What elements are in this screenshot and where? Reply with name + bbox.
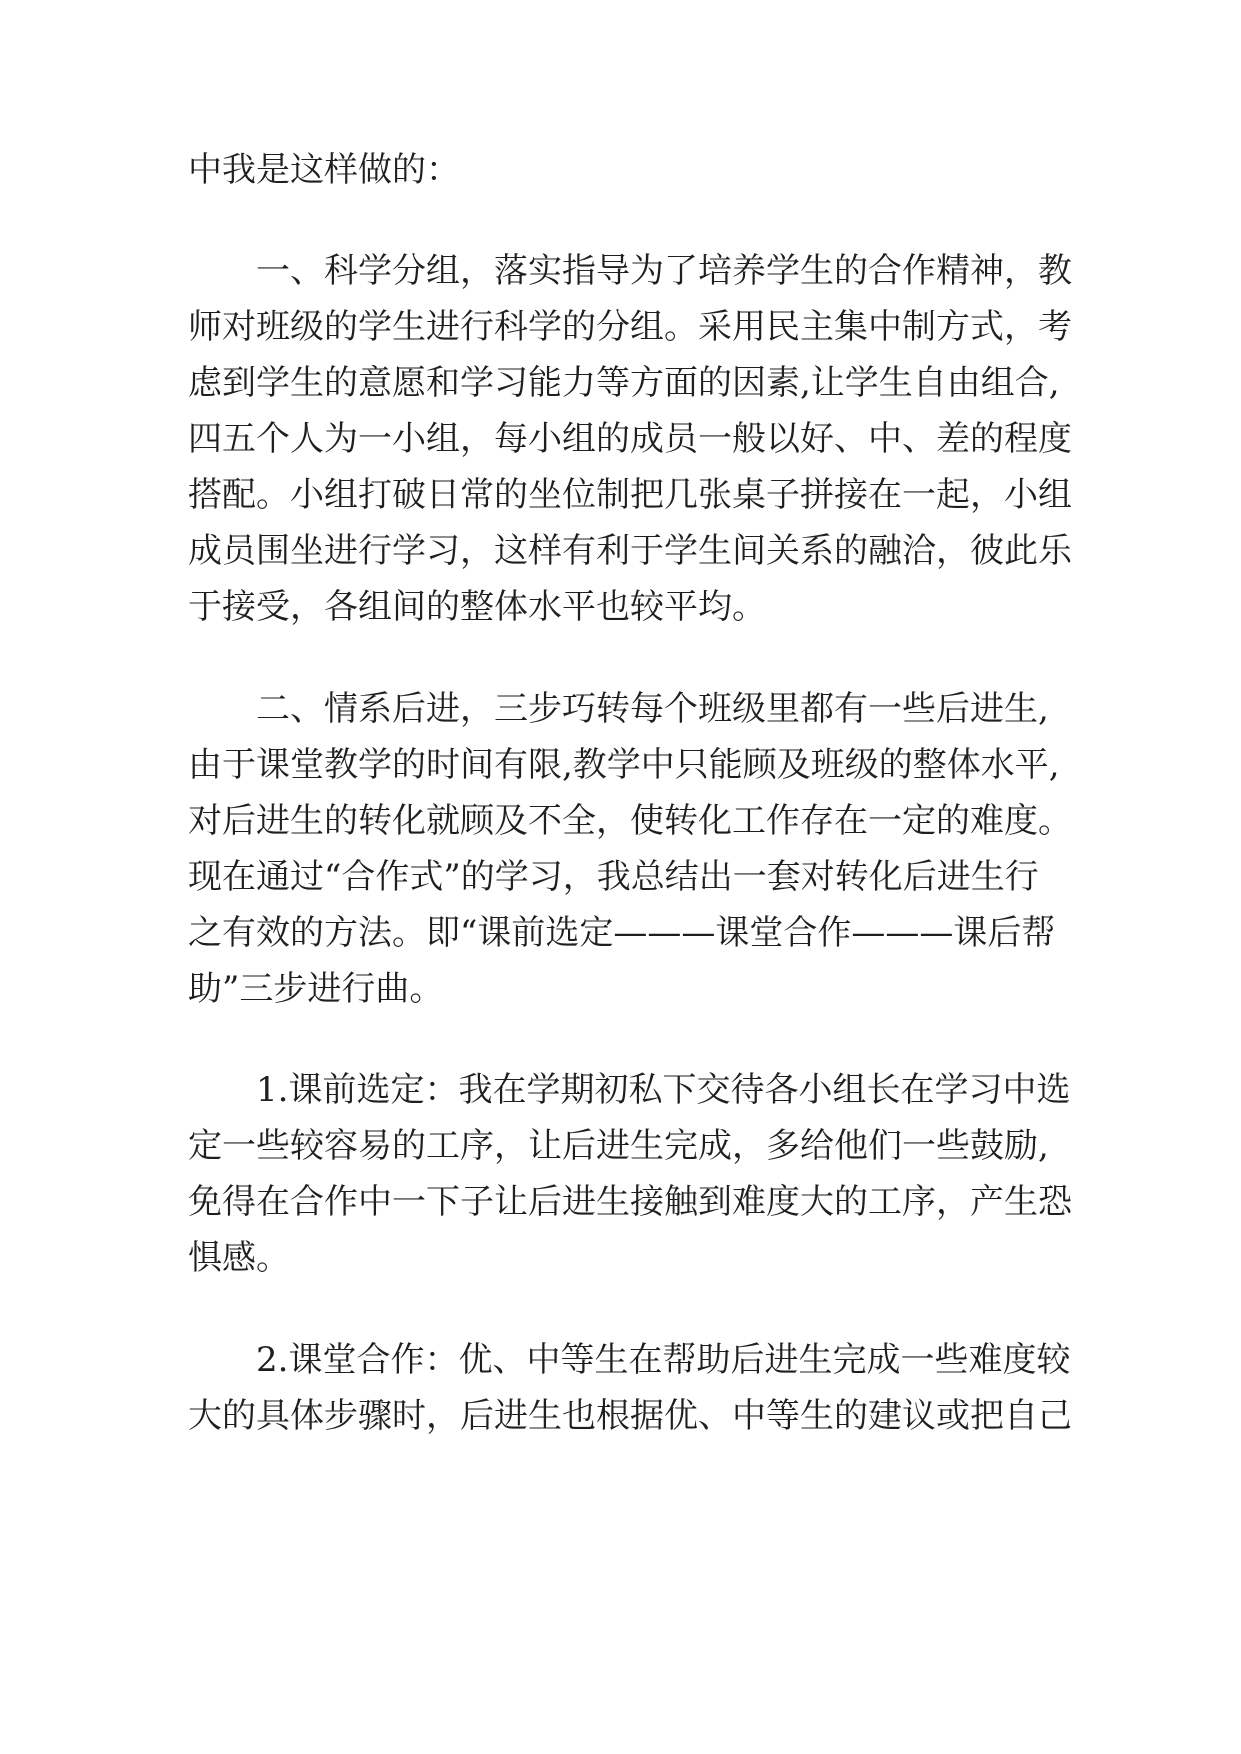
text-line: 现在通过“合作式”的学习，我总结出一套对转化后进生行 (188, 857, 1039, 897)
paragraph-heading-line: 1.课前选定：我在学期初私下交待各小组长在学习中选 (256, 1070, 1071, 1110)
text-line: 免得在合作中一下子让后进生接触到难度大的工序，产生恐 (188, 1182, 1072, 1222)
text-line: 惧感。 (188, 1238, 290, 1278)
text-line: 成员围坐进行学习，这样有利于学生间关系的融洽，彼此乐 (188, 531, 1072, 571)
text-line: 对后进生的转化就顾及不全，使转化工作存在一定的难度。 (188, 801, 1072, 841)
text-line: 助”三步进行曲。 (188, 969, 444, 1009)
paragraph-heading-line: 二、情系后进，三步巧转每个班级里都有一些后进生, (256, 689, 1049, 729)
text-line: 虑到学生的意愿和学习能力等方面的因素,让学生自由组合, (188, 363, 1060, 403)
paragraph-heading-line: 2.课堂合作：优、中等生在帮助后进生完成一些难度较 (256, 1340, 1071, 1380)
text-line: 师对班级的学生进行科学的分组。采用民主集中制方式，考 (188, 307, 1072, 347)
text-line: 之有效的方法。即“课前选定———课堂合作———课后帮 (188, 913, 1056, 953)
text-line: 搭配。小组打破日常的坐位制把几张桌子拼接在一起，小组 (188, 475, 1072, 515)
paragraph-heading-line: 一、科学分组，落实指导为了培养学生的合作精神，教 (256, 251, 1072, 291)
text-line: 中我是这样做的： (188, 150, 460, 190)
text-line: 四五个人为一小组，每小组的成员一般以好、中、差的程度 (188, 419, 1072, 459)
text-line: 由于课堂教学的时间有限,教学中只能顾及班级的整体水平, (188, 745, 1060, 785)
text-line: 于接受，各组间的整体水平也较平均。 (188, 587, 766, 627)
text-line: 定一些较容易的工序，让后进生完成，多给他们一些鼓励, (188, 1126, 1049, 1166)
text-line: 大的具体步骤时，后进生也根据优、中等生的建议或把自己 (188, 1396, 1072, 1436)
